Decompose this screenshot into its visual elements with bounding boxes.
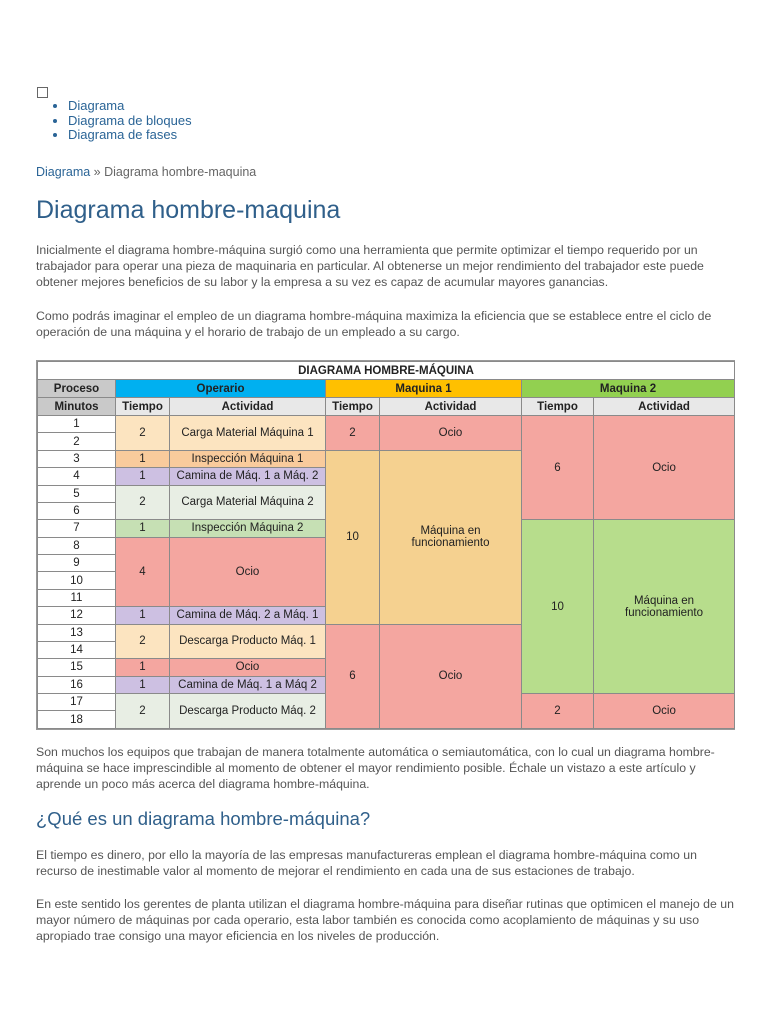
minute-cell: 11 xyxy=(38,589,116,606)
group-header-operario: Operario xyxy=(116,380,326,398)
minute-cell: 4 xyxy=(38,468,116,485)
operario-activity: Camina de Máq. 1 a Máq 2 xyxy=(170,676,326,693)
nav-link[interactable]: Diagrama xyxy=(68,98,125,113)
minute-cell: 5 xyxy=(38,485,116,502)
operario-activity: Descarga Producto Máq. 2 xyxy=(170,694,326,729)
maquina2-activity: Ocio xyxy=(594,416,735,520)
page-title: Diagrama hombre-maquina xyxy=(36,196,341,224)
group-header-maquina1: Maquina 1 xyxy=(326,380,522,398)
operario-activity: Camina de Máq. 1 a Máq. 2 xyxy=(170,468,326,485)
minute-cell: 15 xyxy=(38,659,116,676)
diagram-image xyxy=(36,360,735,730)
sub-header-actividad: Actividad xyxy=(380,398,522,416)
intro-paragraph-2: Como podrás imaginar el empleo de un diagrama hombre-máquina maximiza la eficiencia que se establece entre el ciclo de operación de una máquina y el horario de trabajo de un empleado a su cargo. xyxy=(36,309,712,339)
operario-time: 1 xyxy=(116,520,170,537)
breadcrumb-separator: » xyxy=(93,165,101,179)
maquina2-time: 10 xyxy=(522,520,594,694)
operario-activity: Carga Material Máquina 2 xyxy=(170,485,326,520)
nav-link[interactable]: Diagrama de bloques xyxy=(68,112,192,128)
minute-cell: 10 xyxy=(38,572,116,589)
operario-activity: Ocio xyxy=(170,659,326,676)
maquina1-activity: Ocio xyxy=(380,624,522,729)
maquina1-time: 6 xyxy=(326,624,380,729)
section-heading: ¿Qué es un diagrama hombre-máquina? xyxy=(36,808,371,829)
minute-cell: 6 xyxy=(38,502,116,519)
minute-cell: 9 xyxy=(38,555,116,572)
minute-cell: 8 xyxy=(38,537,116,554)
operario-activity: Camina de Máq. 2 a Máq. 1 xyxy=(170,607,326,624)
menu-checkbox[interactable] xyxy=(37,87,48,98)
maquina2-activity: Ocio xyxy=(594,694,735,729)
minute-cell: 16 xyxy=(38,676,116,693)
breadcrumb-link[interactable]: Diagrama xyxy=(36,165,91,179)
intro-paragraph: Inicialmente el diagrama hombre-máquina surgió como una herramienta que permite optimizar el tiempo requerido por un trabajador para operar una pieza de maquinaria en particular. Al obtenerse un mejor rendimiento del trabajador este puede obtener mejores beneficios de su labor y la empresa a su vez es capaz de acumular mayores ganancias. xyxy=(36,243,704,289)
minute-cell: 14 xyxy=(38,641,116,658)
maquina2-time: 6 xyxy=(522,416,594,520)
minute-cell: 2 xyxy=(38,433,116,450)
maquina2-time: 2 xyxy=(522,694,594,729)
table-title: DIAGRAMA HOMBRE-MÁQUINA xyxy=(38,362,735,380)
minute-cell: 17 xyxy=(38,694,116,711)
operario-activity: Inspección Máquina 1 xyxy=(170,450,326,467)
operario-time: 1 xyxy=(116,676,170,693)
sub-header-actividad: Actividad xyxy=(594,398,735,416)
nav-item-diagrama[interactable] xyxy=(68,99,192,114)
operario-time: 1 xyxy=(116,450,170,467)
operario-time: 2 xyxy=(116,416,170,451)
minute-cell: 18 xyxy=(38,711,116,729)
operario-time: 1 xyxy=(116,607,170,624)
sub-header-minutos: Minutos xyxy=(38,398,116,416)
maquina1-activity: Máquina en funcionamiento xyxy=(380,450,522,624)
operario-time: 2 xyxy=(116,485,170,520)
operario-activity: Carga Material Máquina 1 xyxy=(170,416,326,451)
maquina2-activity: Máquina en funcionamiento xyxy=(594,520,735,694)
sub-header-actividad: Actividad xyxy=(170,398,326,416)
breadcrumb-current: Diagrama hombre-maquina xyxy=(104,165,257,179)
operario-activity: Descarga Producto Máq. 1 xyxy=(170,624,326,659)
minute-cell: 1 xyxy=(38,416,116,433)
minute-cell: 13 xyxy=(38,624,116,641)
operario-activity: Ocio xyxy=(170,537,326,607)
group-header-proceso: Proceso xyxy=(38,380,116,398)
operario-time: 2 xyxy=(116,624,170,659)
breadcrumb xyxy=(36,165,256,179)
operario-time: 2 xyxy=(116,694,170,729)
nav-link[interactable]: Diagrama de fases xyxy=(68,127,178,142)
sub-header-tiempo: Tiempo xyxy=(326,398,380,416)
minute-cell: 7 xyxy=(38,520,116,537)
maquina1-time: 2 xyxy=(326,416,380,451)
sub-header-tiempo: Tiempo xyxy=(116,398,170,416)
nav-item-diagrama-fases[interactable] xyxy=(68,128,192,143)
sub-header-tiempo: Tiempo xyxy=(522,398,594,416)
related-nav xyxy=(52,99,192,143)
body-paragraph: En este sentido los gerentes de planta utilizan el diagrama hombre-máquina para diseñar rutinas que optimicen el manejo de un mayor número de máquinas por cada operario, esta labor también es conocida como acoplamiento de máquinas y su uso apropiado trae consigo una mayor eficiencia en los niveles de producción. xyxy=(36,897,734,943)
body-paragraph: El tiempo es dinero, por ello la mayoría de las empresas manufactureras emplean el diagrama hombre-máquina como un recurso de inestimable valor al momento de mejorar el rendimiento en cada una de sus estaciones de trabajo. xyxy=(36,848,697,878)
operario-time: 1 xyxy=(116,659,170,676)
group-header-maquina2: Maquina 2 xyxy=(522,380,735,398)
operario-activity: Inspección Máquina 2 xyxy=(170,520,326,537)
minute-cell: 3 xyxy=(38,450,116,467)
maquina1-activity: Ocio xyxy=(380,416,522,451)
operario-time: 4 xyxy=(116,537,170,607)
maquina1-time: 10 xyxy=(326,450,380,624)
nav-item-diagrama-bloques[interactable] xyxy=(68,114,192,129)
diagram-table xyxy=(37,361,735,729)
minute-cell: 12 xyxy=(38,607,116,624)
body-paragraph: Son muchos los equipos que trabajan de manera totalmente automática o semiautomática, con lo cual un diagrama hombre-máquina se hace imprescindible al momento de obtener el mayor rendimiento posible. Échale un vistazo a este artículo y aprende un poco más acerca del diagrama hombre-máquina. xyxy=(36,745,715,791)
operario-time: 1 xyxy=(116,468,170,485)
